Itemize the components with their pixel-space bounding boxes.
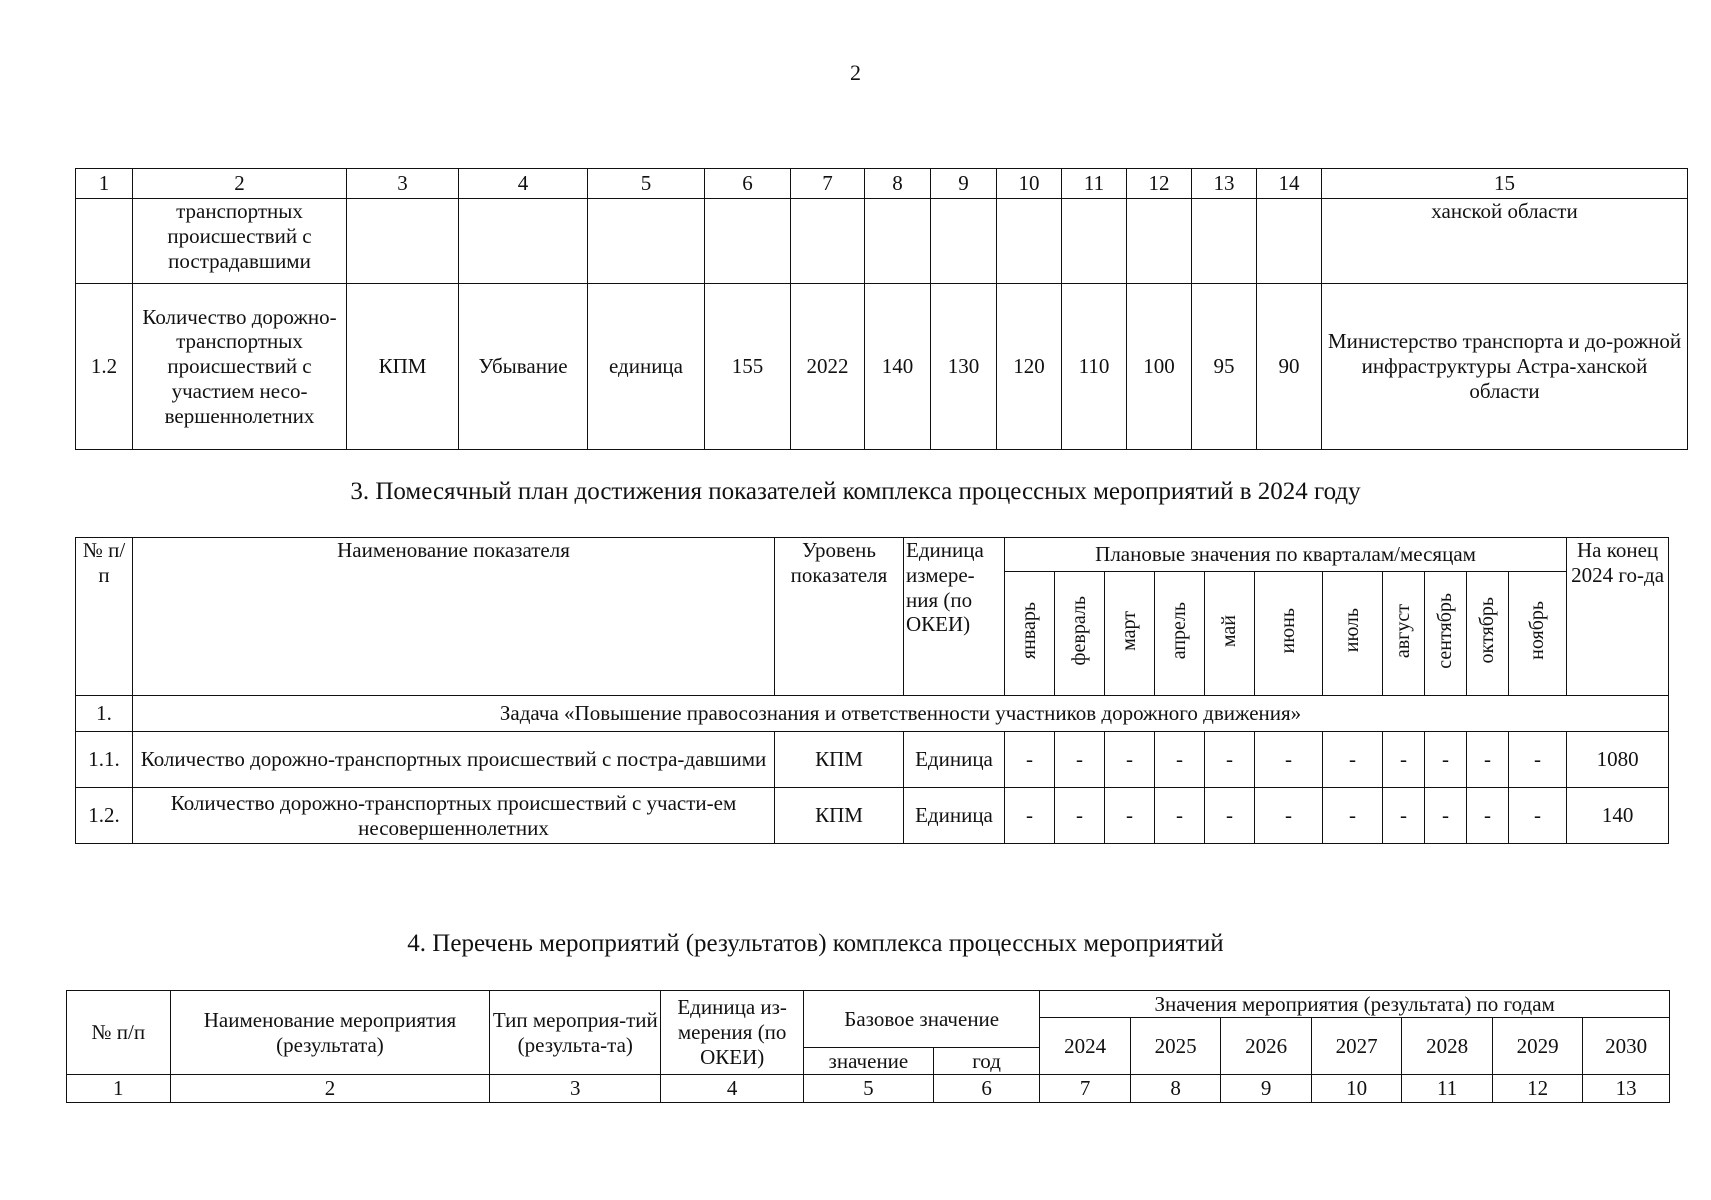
month-header: апрель	[1155, 572, 1205, 696]
col-number: 4	[661, 1075, 804, 1103]
col-number: 1	[67, 1075, 171, 1103]
table-row	[76, 284, 1688, 450]
col-number: 9	[931, 169, 997, 199]
task-number: 1.	[76, 696, 133, 732]
col-number: 13	[1192, 169, 1257, 199]
column-numbers-row	[67, 1075, 1670, 1103]
year-header: 2026	[1221, 1018, 1312, 1075]
header-row-1	[67, 991, 1670, 1018]
month-header: октябрь	[1467, 572, 1509, 696]
col-number: 2	[170, 1075, 490, 1103]
empty-cell	[931, 199, 997, 284]
year-value: 110	[1062, 284, 1127, 450]
empty-cell	[865, 199, 931, 284]
col-number: 9	[1221, 1075, 1312, 1103]
base-year: 2022	[791, 284, 865, 450]
indicator-name: Количество дорожно-транспортных происшествий с участием несо-вершеннолетних	[133, 284, 347, 450]
year-header: 2030	[1583, 1018, 1670, 1075]
row-number: 1.1.	[76, 732, 133, 788]
empty-cell	[1192, 199, 1257, 284]
month-value: -	[1005, 788, 1055, 844]
month-value: -	[1205, 732, 1255, 788]
month-value: -	[1155, 788, 1205, 844]
col-number: 7	[1040, 1075, 1131, 1103]
month-value: -	[1383, 732, 1425, 788]
month-value: -	[1467, 732, 1509, 788]
month-value: -	[1425, 732, 1467, 788]
col-number: 11	[1062, 169, 1127, 199]
col-number: 15	[1322, 169, 1688, 199]
task-row	[76, 696, 1669, 732]
indicator-direction: Убывание	[459, 284, 588, 450]
month-value: -	[1005, 732, 1055, 788]
year-value: 130	[931, 284, 997, 450]
unit-header: Единица из-мерения (по ОКЕИ)	[661, 991, 804, 1075]
indicator-name-continued: транспортных происшествий с пострадавшими	[133, 199, 347, 284]
indicator-level: КПМ	[347, 284, 459, 450]
num-header: № п/п	[67, 991, 171, 1075]
year-value: 90	[1257, 284, 1322, 450]
col-number: 2	[133, 169, 347, 199]
month-value: -	[1323, 788, 1383, 844]
empty-cell	[1257, 199, 1322, 284]
activities-table	[66, 990, 1670, 1103]
empty-cell	[1127, 199, 1192, 284]
month-value: -	[1055, 732, 1105, 788]
indicators-table-continued	[75, 168, 1688, 450]
month-value: -	[1055, 788, 1105, 844]
col-number: 5	[804, 1075, 934, 1103]
month-value: -	[1155, 732, 1205, 788]
month-value: -	[1323, 732, 1383, 788]
page-number: 2	[850, 60, 861, 85]
task-text: Задача «Повышение правосознания и ответственности участников дорожного движения»	[133, 696, 1669, 732]
month-header: январь	[1005, 572, 1055, 696]
col-number: 8	[865, 169, 931, 199]
continued-row	[76, 199, 1688, 284]
col-number: 12	[1127, 169, 1192, 199]
empty-cell	[1062, 199, 1127, 284]
col-number: 5	[588, 169, 705, 199]
responsible-organization: Министерство транспорта и до-рожной инфраструктуры Астра-ханской области	[1322, 284, 1688, 450]
month-header: февраль	[1055, 572, 1105, 696]
table-row	[76, 732, 1669, 788]
indicator-unit: единица	[588, 284, 705, 450]
plan-header: Плановые значения по кварталам/месяцам	[1005, 538, 1567, 572]
base-value-header: значение	[804, 1048, 934, 1075]
col-number: 6	[933, 1075, 1040, 1103]
month-value: -	[1383, 788, 1425, 844]
name-header: Наименование показателя	[133, 538, 775, 696]
indicator-level: КПМ	[775, 788, 904, 844]
unit-header: Единица измере-ния (по ОКЕИ)	[904, 538, 1005, 696]
col-number: 6	[705, 169, 791, 199]
col-number: 10	[997, 169, 1062, 199]
end-of-year-header: На конец 2024 го-да	[1567, 538, 1669, 696]
col-number: 8	[1130, 1075, 1221, 1103]
month-value: -	[1509, 732, 1567, 788]
col-number: 1	[76, 169, 133, 199]
empty-cell	[791, 199, 865, 284]
year-header: 2025	[1130, 1018, 1221, 1075]
year-value: 120	[997, 284, 1062, 450]
empty-cell	[588, 199, 705, 284]
level-header: Уровень показателя	[775, 538, 904, 696]
years-header: Значения мероприятия (результата) по годам	[1040, 991, 1670, 1018]
col-number: 12	[1492, 1075, 1583, 1103]
month-header: май	[1205, 572, 1255, 696]
month-value: -	[1105, 788, 1155, 844]
base-year-header: год	[933, 1048, 1040, 1075]
empty-cell	[347, 199, 459, 284]
month-header: июль	[1323, 572, 1383, 696]
empty-cell	[705, 199, 791, 284]
row-number: 1.2.	[76, 788, 133, 844]
indicator-name: Количество дорожно-транспортных происшествий с постра-давшими	[133, 732, 775, 788]
col-number: 3	[347, 169, 459, 199]
year-value: 95	[1192, 284, 1257, 450]
row-number: 1.2	[76, 284, 133, 450]
column-numbers-row	[76, 169, 1688, 199]
num-header: № п/п	[76, 538, 133, 696]
section-4-title: 4. Перечень мероприятий (результатов) комплекса процессных мероприятий	[407, 930, 1224, 957]
end-of-year-value: 140	[1567, 788, 1669, 844]
month-value: -	[1425, 788, 1467, 844]
month-value: -	[1255, 732, 1323, 788]
empty-cell	[76, 199, 133, 284]
empty-cell	[459, 199, 588, 284]
month-value: -	[1467, 788, 1509, 844]
month-value: -	[1255, 788, 1323, 844]
responsible-continued: ханской области	[1322, 199, 1688, 284]
section-3-title: 3. Помесячный план достижения показателей комплекса процессных мероприятий в 2024 году	[350, 478, 1361, 505]
year-header: 2029	[1492, 1018, 1583, 1075]
table-row	[76, 788, 1669, 844]
empty-cell	[997, 199, 1062, 284]
year-value: 140	[865, 284, 931, 450]
base-header: Базовое значение	[804, 991, 1040, 1048]
month-header: август	[1383, 572, 1425, 696]
month-header: июнь	[1255, 572, 1323, 696]
col-number: 4	[459, 169, 588, 199]
end-of-year-value: 1080	[1567, 732, 1669, 788]
month-header: март	[1105, 572, 1155, 696]
indicator-level: КПМ	[775, 732, 904, 788]
month-header: ноябрь	[1509, 572, 1567, 696]
month-header: сентябрь	[1425, 572, 1467, 696]
year-header: 2024	[1040, 1018, 1131, 1075]
indicator-name: Количество дорожно-транспортных происшествий с участи-ем несовершеннолетних	[133, 788, 775, 844]
year-header: 2028	[1402, 1018, 1493, 1075]
indicator-unit: Единица	[904, 732, 1005, 788]
month-value: -	[1509, 788, 1567, 844]
year-value: 100	[1127, 284, 1192, 450]
header-row-1	[76, 538, 1669, 572]
name-header: Наименование мероприятия (результата)	[170, 991, 490, 1075]
col-number: 7	[791, 169, 865, 199]
col-number: 11	[1402, 1075, 1493, 1103]
type-header: Тип мероприя-тий (результа-та)	[490, 991, 661, 1075]
year-header: 2027	[1311, 1018, 1402, 1075]
base-value: 155	[705, 284, 791, 450]
monthly-plan-table	[75, 537, 1669, 844]
col-number: 3	[490, 1075, 661, 1103]
month-value: -	[1105, 732, 1155, 788]
indicator-unit: Единица	[904, 788, 1005, 844]
col-number: 10	[1311, 1075, 1402, 1103]
month-value: -	[1205, 788, 1255, 844]
col-number: 14	[1257, 169, 1322, 199]
col-number: 13	[1583, 1075, 1670, 1103]
